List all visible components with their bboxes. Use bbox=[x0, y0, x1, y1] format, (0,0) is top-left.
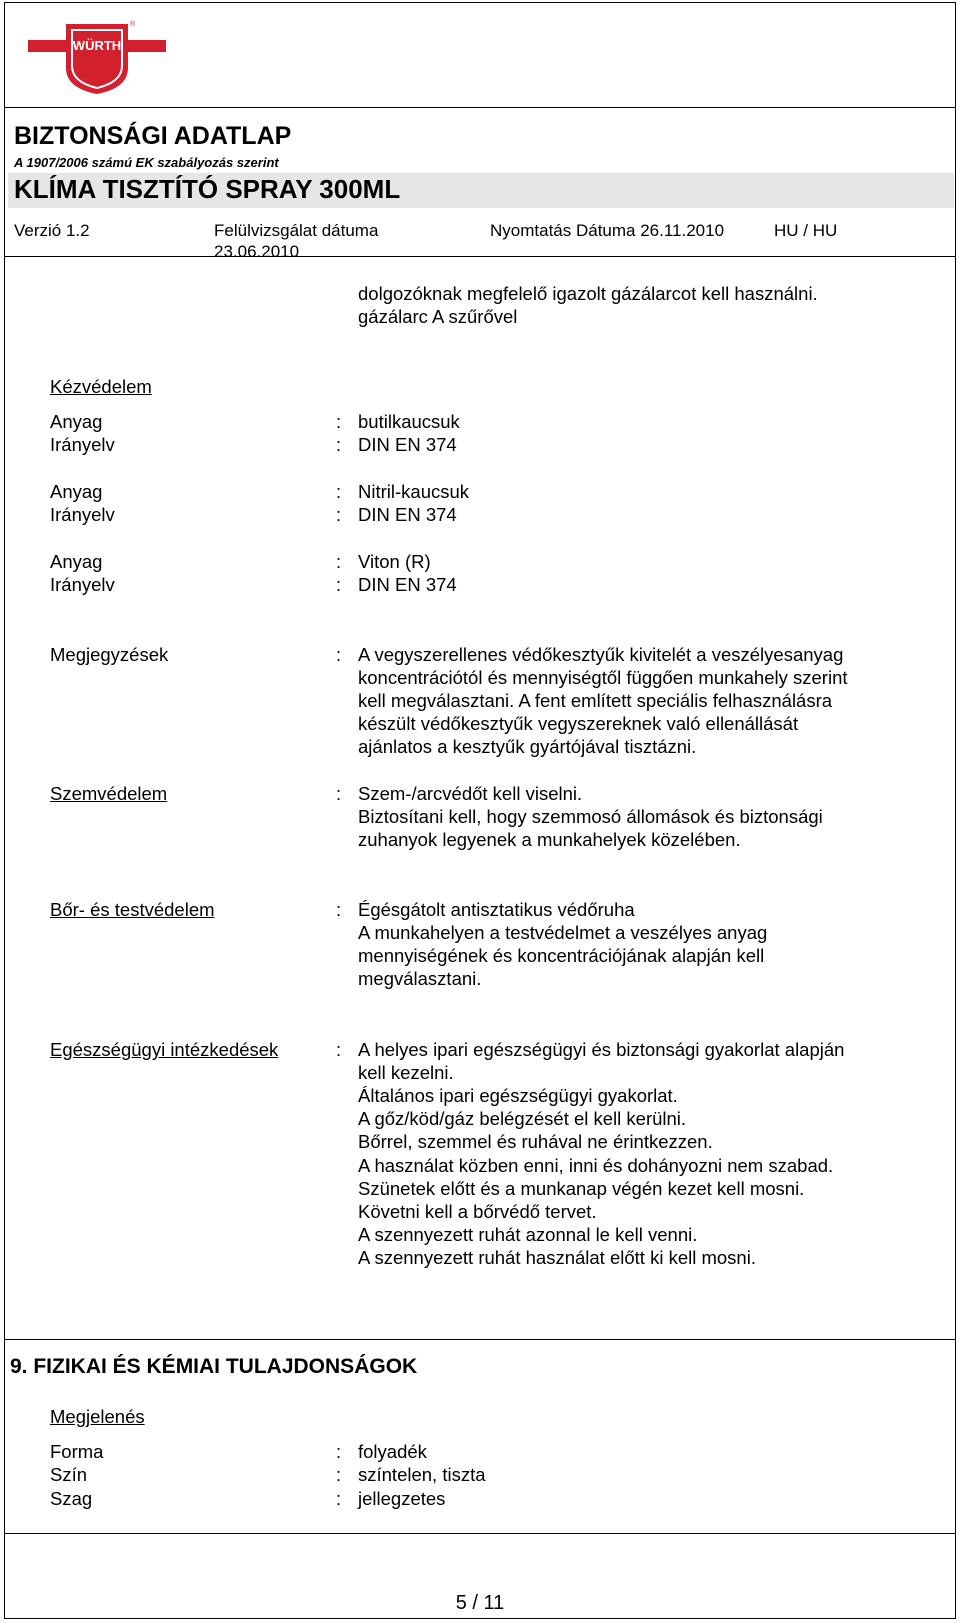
hygiene-line: Követni kell a bőrvédő tervet. bbox=[358, 1201, 597, 1222]
remarks-line: kell megválasztani. A fent említett speciális felhasználásra bbox=[358, 690, 833, 711]
remarks-line: A vegyszerellenes védőkesztyűk kivitelét a veszélyesanyag bbox=[358, 644, 844, 665]
property-value: jellegzetes bbox=[358, 1488, 446, 1509]
remarks-label: Megjegyzések bbox=[50, 644, 169, 665]
material-value: butilkaucsuk bbox=[358, 411, 460, 432]
colon: : bbox=[336, 783, 342, 804]
material-label: Anyag bbox=[50, 411, 103, 432]
skin-protection-heading: Bőr- és testvédelem bbox=[50, 899, 215, 920]
property-label: Szín bbox=[50, 1464, 88, 1485]
revision-label: Felülvizsgálat dátuma bbox=[214, 221, 379, 240]
hygiene-line: A gőz/köd/gáz belégzését el kell kerülni. bbox=[358, 1108, 687, 1129]
hygiene-line: Bőrrel, szemmel és ruhával ne érintkezzen. bbox=[358, 1131, 713, 1152]
eye-protection-heading: Szemvédelem bbox=[50, 783, 168, 804]
colon: : bbox=[336, 481, 342, 502]
material-value: Viton (R) bbox=[358, 551, 431, 572]
section-divider bbox=[4, 1339, 956, 1340]
skin-protection-line: A munkahelyen a testvédelmet a veszélyes anyag bbox=[358, 922, 768, 943]
eye-protection-line: zuhanyok legyenek a munkahelyek közelében. bbox=[358, 829, 741, 850]
remarks-line: ajánlatos a kesztyűk gyártójával tisztázni. bbox=[358, 736, 697, 757]
document-title: BIZTONSÁGI ADATLAP bbox=[14, 122, 292, 150]
locale: HU / HU bbox=[774, 221, 838, 240]
skin-protection-line: Égésgátolt antisztatikus védőruha bbox=[358, 899, 635, 920]
standard-value: DIN EN 374 bbox=[358, 574, 457, 595]
standard-value: DIN EN 374 bbox=[358, 434, 457, 455]
colon: : bbox=[336, 1039, 342, 1060]
colon: : bbox=[336, 1488, 342, 1509]
remarks-line: koncentrációtól és mennyiségtől függően munkahely szerint bbox=[358, 667, 848, 688]
wurth-logo bbox=[28, 18, 178, 98]
brand-text: WÜRTH bbox=[72, 38, 122, 53]
hygiene-line: Általános ipari egészségügyi gyakorlat. bbox=[358, 1085, 678, 1106]
property-label: Szag bbox=[50, 1488, 93, 1509]
hygiene-line: A szennyezett ruhát azonnal le kell venni. bbox=[358, 1224, 698, 1245]
property-value: folyadék bbox=[358, 1441, 427, 1462]
material-value: Nitril-kaucsuk bbox=[358, 481, 470, 502]
appearance-heading: Megjelenés bbox=[50, 1406, 145, 1427]
revision-date: 23.06.2010 bbox=[214, 242, 300, 261]
page-number: 5 / 11 bbox=[455, 1592, 505, 1614]
colon: : bbox=[336, 504, 342, 525]
colon: : bbox=[336, 574, 342, 595]
print-date: Nyomtatás Dátuma 26.11.2010 bbox=[490, 221, 725, 240]
hygiene-line: Szünetek előtt és a munkanap végén kezet kell mosni. bbox=[358, 1178, 805, 1199]
header-divider-top bbox=[4, 107, 956, 108]
eye-protection-line: Biztosítani kell, hogy szemmosó állomások és biztonsági bbox=[358, 806, 823, 827]
colon: : bbox=[336, 411, 342, 432]
property-value: színtelen, tiszta bbox=[358, 1464, 486, 1485]
section-9-title: 9. FIZIKAI ÉS KÉMIAI TULAJDONSÁGOK bbox=[10, 1355, 418, 1378]
footer-divider bbox=[4, 1533, 956, 1534]
colon: : bbox=[336, 434, 342, 455]
skin-protection-line: mennyiségének és koncentrációjának alapján kell bbox=[358, 945, 765, 966]
version: Verzió 1.2 bbox=[14, 221, 90, 240]
hygiene-line: A használat közben enni, inni és dohányozni nem szabad. bbox=[358, 1155, 834, 1176]
standard-value: DIN EN 374 bbox=[358, 504, 457, 525]
remarks-line: készült védőkesztyűk vegyszereknek való ellenállását bbox=[358, 713, 799, 734]
colon: : bbox=[336, 551, 342, 572]
hygiene-heading: Egészségügyi intézkedések bbox=[50, 1039, 279, 1060]
svg-text:®: ® bbox=[130, 21, 136, 28]
eye-protection-line: Szem-/arcvédőt kell viselni. bbox=[358, 783, 583, 804]
colon: : bbox=[336, 644, 342, 665]
colon: : bbox=[336, 899, 342, 920]
standard-label: Irányelv bbox=[50, 434, 115, 455]
colon: : bbox=[336, 1441, 342, 1462]
regulation-note: A 1907/2006 számú EK szabályozás szerint bbox=[14, 155, 279, 170]
skin-protection-line: megválasztani. bbox=[358, 968, 482, 989]
hygiene-line: A szennyezett ruhát használat előtt ki kell mosni. bbox=[358, 1247, 756, 1268]
header-divider-bottom bbox=[4, 256, 956, 257]
material-label: Anyag bbox=[50, 551, 103, 572]
material-label: Anyag bbox=[50, 481, 103, 502]
standard-label: Irányelv bbox=[50, 504, 115, 525]
continuation-line: dolgozóknak megfelelő igazolt gázálarcot kell használni. bbox=[358, 283, 818, 304]
product-name: KLÍMA TISZTÍTÓ SPRAY 300ML bbox=[14, 174, 401, 204]
colon: : bbox=[336, 1464, 342, 1485]
hand-protection-heading: Kézvédelem bbox=[50, 376, 152, 397]
hygiene-line: kell kezelni. bbox=[358, 1062, 454, 1083]
property-label: Forma bbox=[50, 1441, 104, 1462]
hygiene-line: A helyes ipari egészségügyi és biztonsági gyakorlat alapján bbox=[358, 1039, 845, 1060]
continuation-line: gázálarc A szűrővel bbox=[358, 306, 518, 327]
standard-label: Irányelv bbox=[50, 574, 115, 595]
